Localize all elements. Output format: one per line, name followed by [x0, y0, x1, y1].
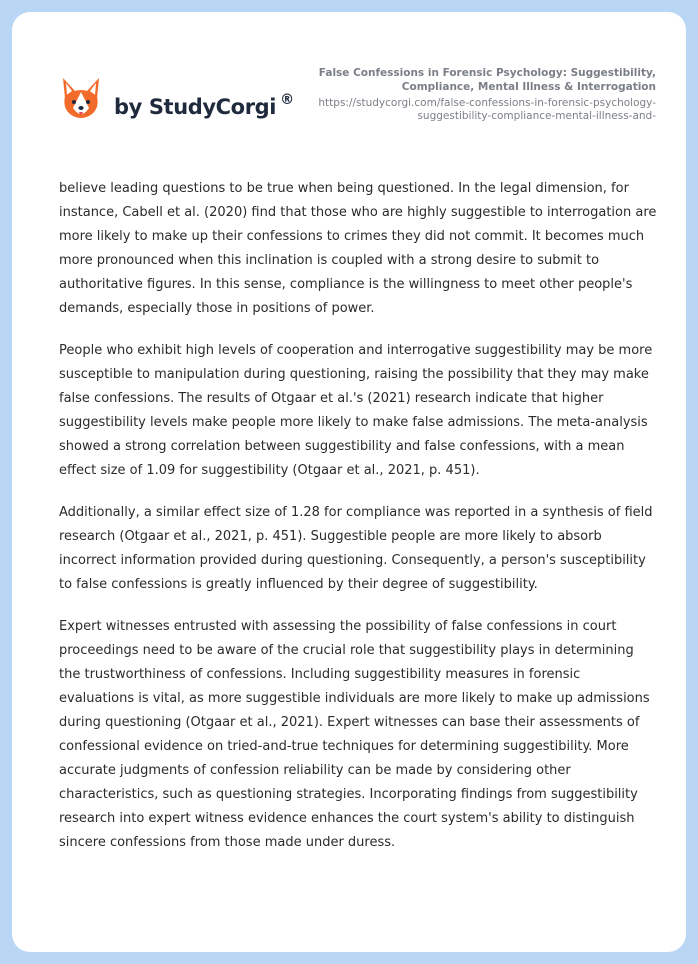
registered-mark: ®	[280, 92, 294, 108]
page-header	[12, 12, 686, 162]
paragraph: People who exhibit high levels of cooperation and interrogative suggestibility may be more susceptible to manipulation during questioning, raising the possibility that they may make false confessions. The results of Otgaar et al.'s (2021) research indicate that higher suggestibility levels make people more likely to make false admissions. The meta-analysis showed a strong correlation between suggestibility and false confessions, with a mean effect size of 1.09 for suggestibility (Otgaar et al., 2021, p. 451).	[59, 343, 653, 478]
document-url[interactable]: https://studycorgi.com/false-confessions-in-forensic-psychology-suggestibility-compliance-mental-illness-and-	[318, 97, 656, 122]
document-body	[59, 177, 659, 873]
document-title: False Confessions in Forensic Psychology: Suggestibility, Compliance, Mental Illness & Interrogation	[318, 67, 656, 93]
corgi-logo-icon	[60, 76, 102, 122]
brand-text: by StudyCorgi	[114, 95, 277, 119]
paragraph: believe leading questions to be true when being questioned. In the legal dimension, for instance, Cabell et al. (2020) find that those who are highly suggestible to interrogation are more likely to make up their confessions to crimes they did not commit. It becomes much more pronounced when this inclination is coupled with a strong desire to submit to authoritative figures. In this sense, compliance is the willingness to meet other people's demands, especially those in positions of power.	[59, 181, 657, 316]
paragraph: Additionally, a similar effect size of 1.28 for compliance was reported in a synthesis of field research (Otgaar et al., 2021, p. 451). Suggestible people are more likely to absorb incorrect information provided during questioning. Consequently, a person's susceptibility to false confessions is greatly influenced by their degree of suggestibility.	[59, 505, 653, 592]
paragraph: Expert witnesses entrusted with assessing the possibility of false confessions in court proceedings need to be aware of the crucial role that suggestibility plays in determining the trustworthiness of confessions. Including suggestibility measures in forensic evaluations is vital, as more suggestible individuals are more likely to make up admissions during questioning (Otgaar et al., 2021). Expert witnesses can base their assessments of confessional evidence on tried-and-true techniques for determining suggestibility. More accurate judgments of confession reliability can be made by considering other characteristics, such as questioning strategies. Incorporating findings from suggestibility research into expert witness evidence enhances the court system's ability to distinguish sincere confessions from those made under duress.	[59, 619, 650, 850]
document-page	[12, 12, 686, 952]
brand-name	[114, 92, 294, 119]
